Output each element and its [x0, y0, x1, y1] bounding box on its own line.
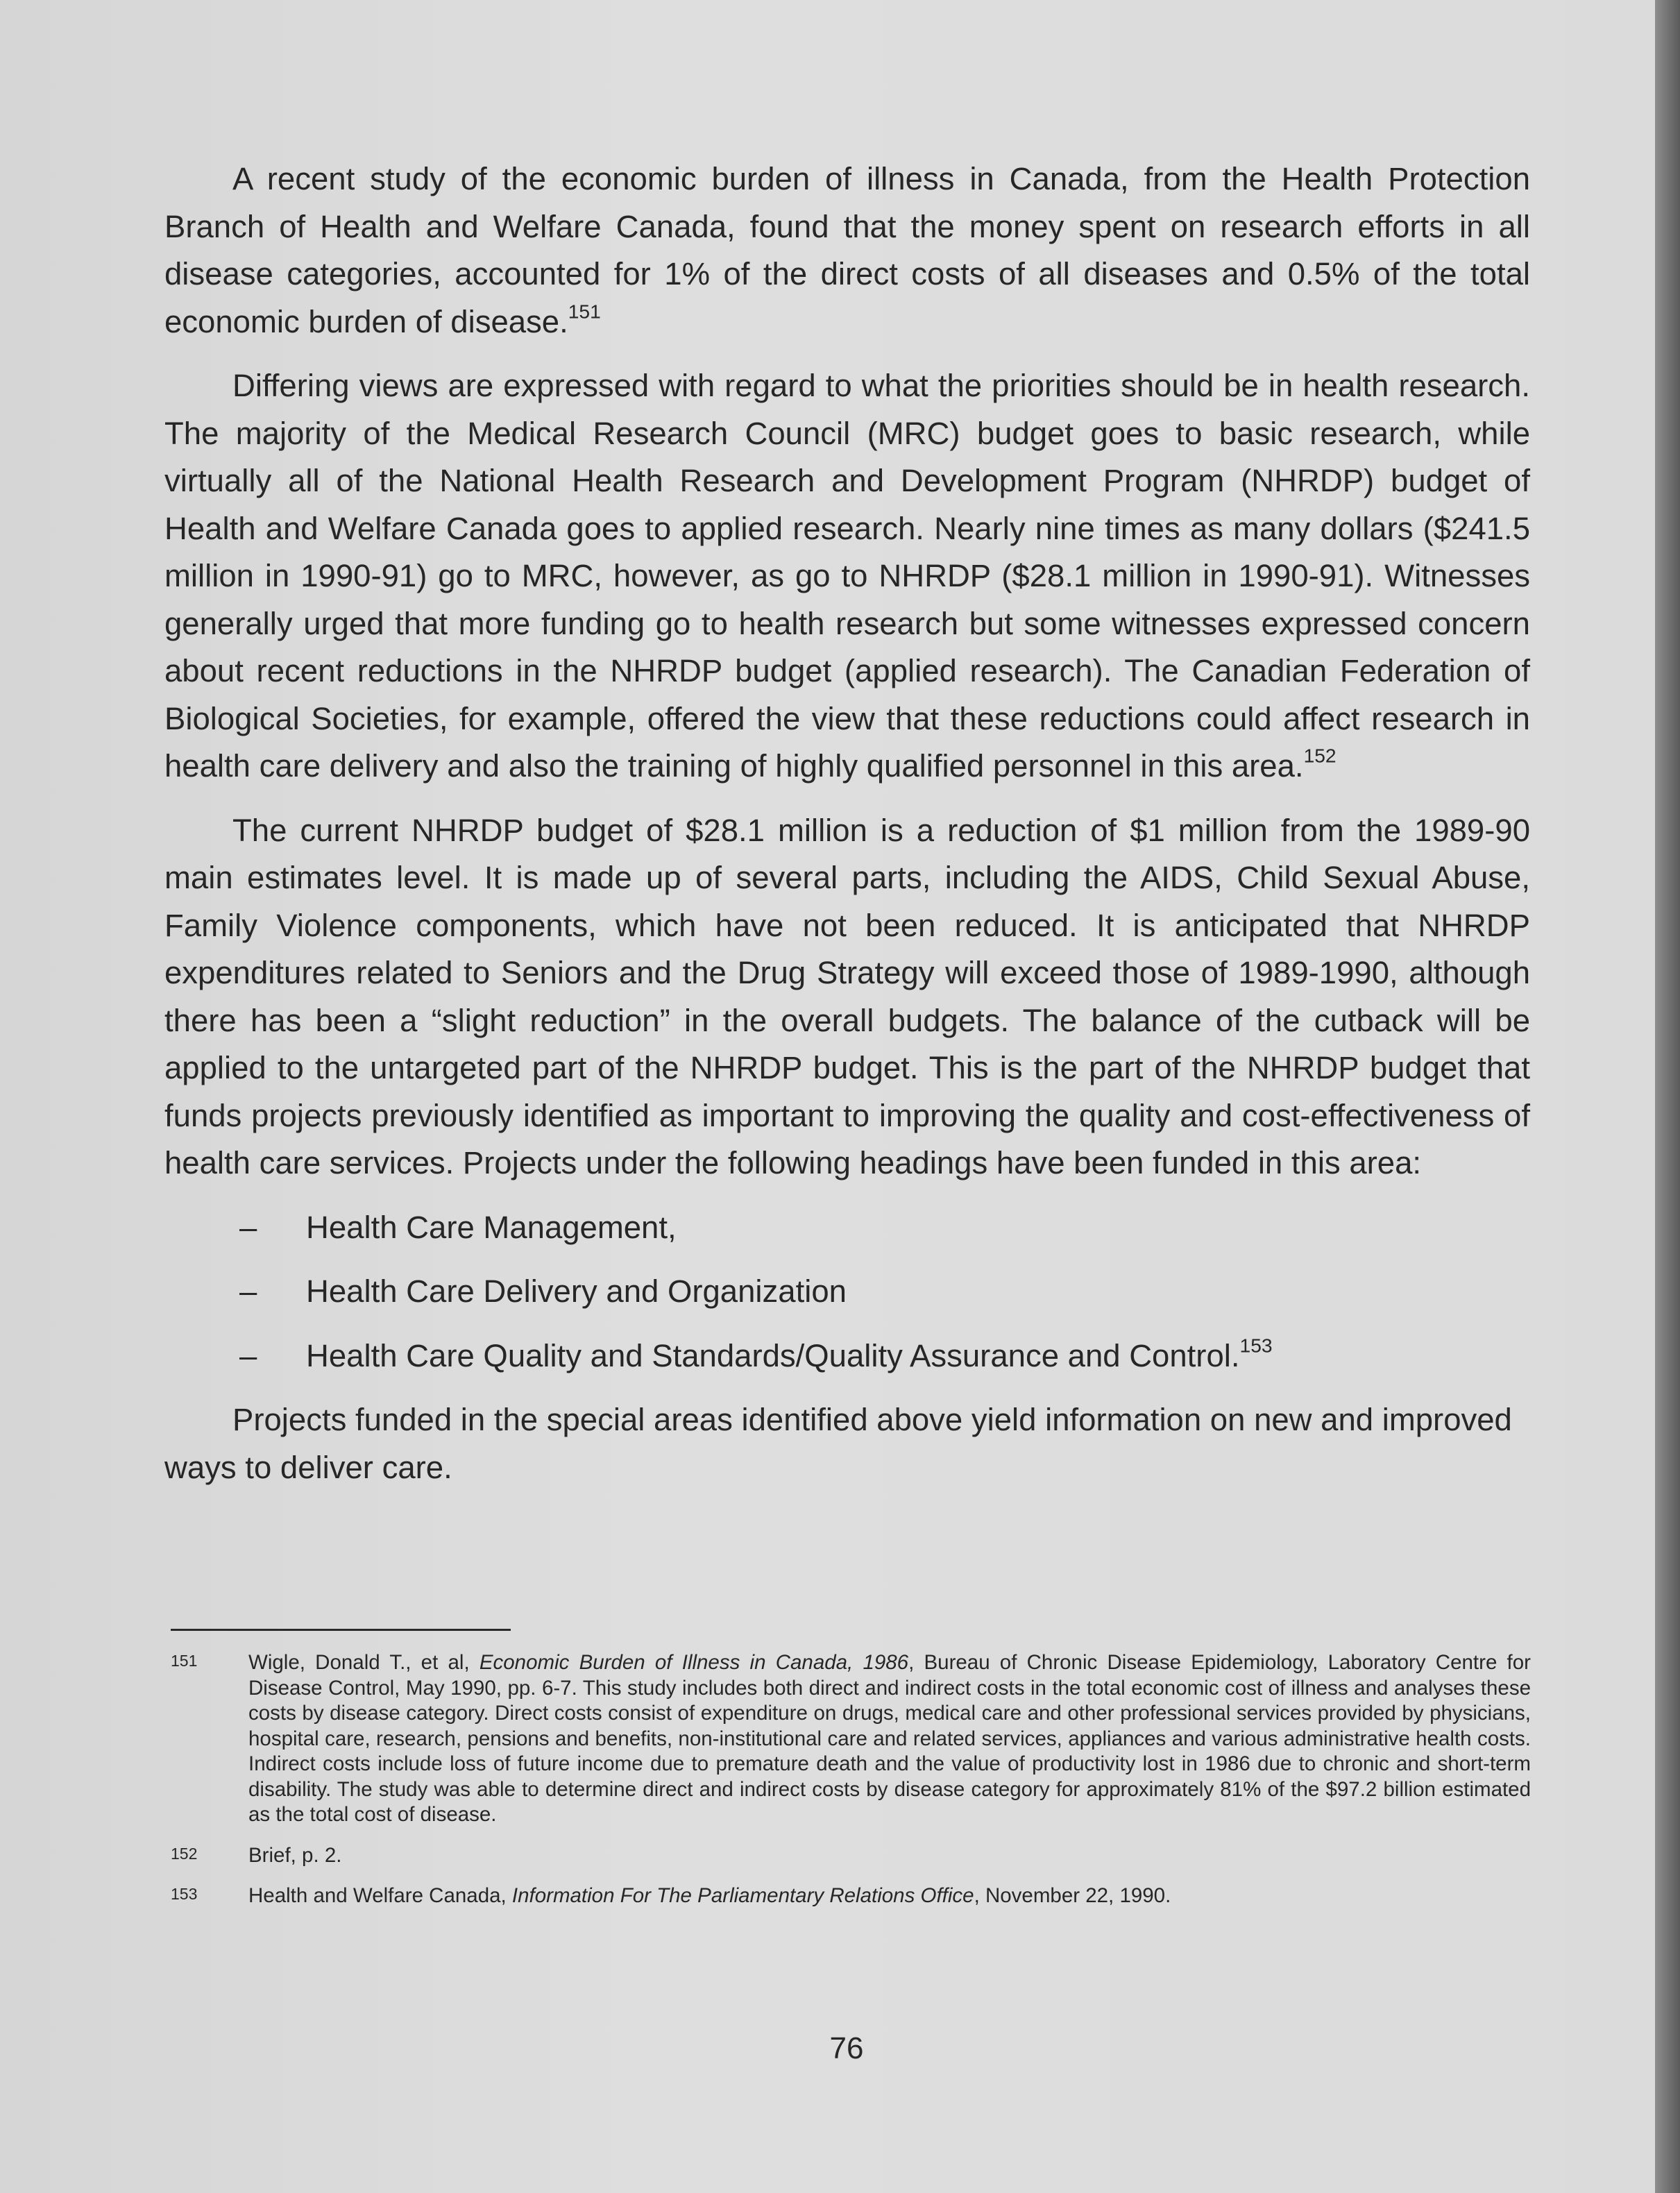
dash-bullet: –	[239, 1273, 257, 1309]
paragraph-2-text: Differing views are expressed with regard to what the priorities should be in health research. The majority of the Medical Research Council (MRC) budget goes to basic research, while virtually all of the National Health Research and Development Program (NHRDP) budget of Health and Welfare Canada goes to applied research. Nearly nine times as many dollars ($241.5 million in 1990-91) go to MRC, however, as go to NHRDP ($28.1 million in 1990-91). Witnesses generally urged that more funding go to health research but some witnesses expressed concern about recent reductions in the NHRDP budget (applied research). The Canadian Federation of Biological Societies, for example, offered the view that these reductions could affect research in health care delivery and also the training of highly qualified personnel in this area.	[164, 368, 1530, 784]
list-item	[164, 1204, 1530, 1252]
footnote-text	[248, 1883, 1531, 1909]
footnote-152	[171, 1843, 1531, 1869]
paragraph-1	[164, 155, 1530, 346]
footnote-151	[171, 1650, 1531, 1828]
footnote-text-part: Brief, p. 2.	[248, 1843, 342, 1867]
list-item	[164, 1268, 1530, 1316]
footnotes	[171, 1650, 1531, 1924]
footnote-italic-title: Information For The Parliamentary Relations Office	[511, 1884, 974, 1907]
dash-bullet: –	[239, 1337, 257, 1373]
paragraph-3	[164, 807, 1530, 1187]
footnote-text	[248, 1843, 1531, 1869]
footnote-ref-151: 151	[568, 300, 601, 323]
paragraph-1-text: A recent study of the economic burden of illness in Canada, from the Health Protection Branch of Health and Welfare Canada, found that the money spent on research efforts in all disease categories, accounted for 1% of the direct costs of all diseases and 0.5% of the total economic burden of disease.	[164, 161, 1530, 339]
footnote-153	[171, 1883, 1531, 1909]
list-item-text: Health Care Delivery and Organization	[306, 1273, 847, 1309]
paragraph-2	[164, 362, 1530, 790]
footnote-text-part: Health and Welfare Canada,	[248, 1884, 512, 1907]
list-item-text: Health Care Quality and Standards/Quality Assurance and Control.	[306, 1337, 1240, 1373]
footnote-text-part: , Bureau of Chronic Disease Epidemiology, Laboratory Centre for Disease Control, May 1990, pp. 6-7. This study includes both direct and indirect costs in the total economic cost of illness and analyses these costs by disease category. Direct costs consist of expenditure on drugs, medical care and other professional services provided by physicians, hospital care, research, pensions and benefits, non-institutional care and related services, appliances and various administrative health costs. Indirect costs include loss of future income due to premature death and the value of productivity lost in 1986 due to chronic and short-term disability. The study was able to determine direct and indirect costs by disease category for approximately 81% of the $97.2 billion estimated as the total cost of disease.	[248, 1651, 1531, 1826]
footnote-number: 153	[171, 1885, 198, 1903]
paragraph-3-text: The current NHRDP budget of $28.1 million is a reduction of $1 million from the 1989-90 main estimates level. It is made up of several parts, including the AIDS, Child Sexual Abuse, Family Violence components, which have not been reduced. It is anticipated that NHRDP expenditures related to Seniors and the Drug Strategy will exceed those of 1989-1990, although there has been a “slight reduction” in the overall budgets. The balance of the cutback will be applied to the untargeted part of the NHRDP budget. This is the part of the NHRDP budget that funds projects previously identified as important to improving the quality and cost-effectiveness of health care services. Projects under the following headings have been funded in this area:	[164, 812, 1530, 1180]
footnote-divider	[171, 1629, 511, 1631]
footnote-number: 151	[171, 1652, 198, 1670]
paragraph-4-text: Projects funded in the special areas identified above yield information on new and improved ways to deliver care.	[164, 1402, 1512, 1485]
paragraph-4	[164, 1396, 1530, 1491]
list-item	[164, 1332, 1530, 1380]
dash-bullet: –	[239, 1209, 257, 1245]
body-text	[164, 155, 1530, 1508]
footnote-italic-title: Economic Burden of Illness in Canada, 1986	[479, 1651, 909, 1674]
footnote-text-part: , November 22, 1990.	[974, 1884, 1171, 1907]
footnote-ref-152: 152	[1303, 744, 1337, 767]
page-edge-shadow	[1655, 0, 1680, 2193]
footnote-number: 152	[171, 1844, 198, 1863]
funding-headings-list	[164, 1204, 1530, 1380]
footnote-ref-153: 153	[1239, 1334, 1273, 1357]
footnote-text-part: Wigle, Donald T., et al,	[248, 1651, 480, 1674]
footnote-text	[248, 1650, 1531, 1828]
page-number: 76	[829, 2031, 864, 2065]
list-item-text: Health Care Management,	[306, 1209, 677, 1245]
